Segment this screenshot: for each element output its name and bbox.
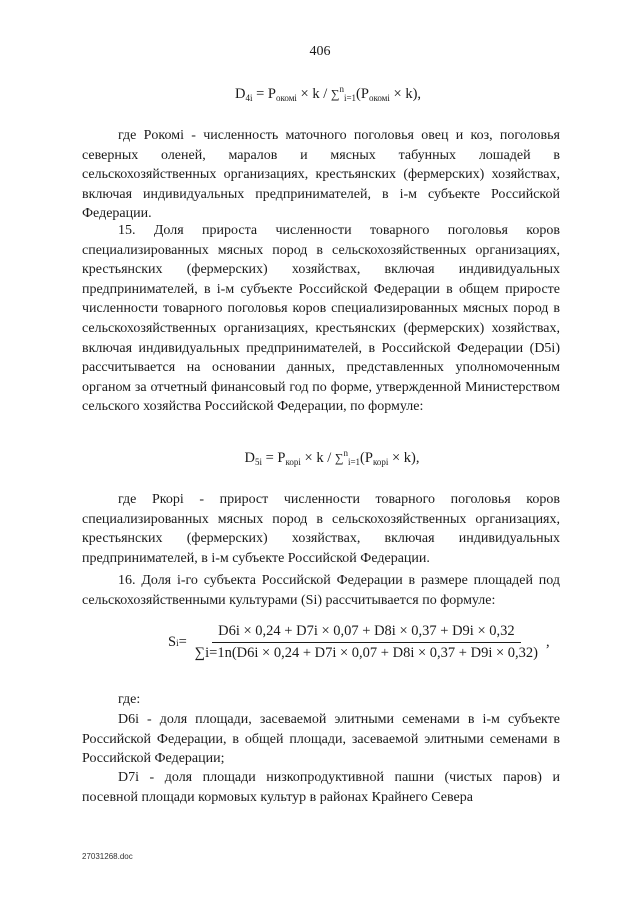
formula-text: × k), — [389, 85, 422, 102]
paragraph-definition-pokomi: где Pокомi - численность маточного поголовья овец и коз, поголовья северных оленей, маралов и мясных табунных лошадей в сельскохозяйственных организациях, крестьянских (фермерских) хозяйствах, включая индивидуальных предпринимателей, в i-м субъекте Российской Федерации. — [82, 128, 560, 222]
formula-text: = — [178, 634, 187, 650]
sum-symbol: ∑ — [334, 450, 344, 465]
sum-lower-limit: i=1 — [347, 456, 361, 467]
formula-d4i — [8, 84, 640, 103]
sum-upper-limit: n — [339, 84, 344, 94]
formula-subscript: 4i — [245, 92, 253, 103]
formula-symbol: S — [168, 634, 177, 650]
paragraph-item-16: 16. Доля i-го субъекта Российской Федерации в размере площадей под сельскохозяйственными культурами (Si) рассчитывается по формуле: — [82, 573, 560, 608]
formula-d5i — [12, 448, 640, 467]
formula-symbol: D — [234, 85, 246, 102]
formula-text: , — [545, 634, 550, 650]
paragraph-definition-d7i: D7i - доля площади низкопродуктивной пашни (чистых паров) и посевной площади кормовых культур в районах Крайнего Севера — [82, 770, 560, 805]
formula-symbol: D — [244, 449, 255, 466]
page-number: 406 — [309, 44, 331, 59]
formula-text: = P — [262, 449, 286, 466]
formula-subscript: i — [176, 637, 179, 648]
footer-filename: 27031268.doc — [82, 852, 133, 861]
formula-text: (P — [360, 449, 373, 466]
fraction-numerator: D6i × 0,24 + D7i × 0,07 + D8i × 0,37 + D9i × 0,32 — [212, 623, 521, 643]
formula-subscript: окомi — [275, 92, 297, 103]
formula-text: × k / — [296, 85, 331, 102]
sum-symbol: ∑ — [330, 86, 340, 101]
formula-text: × k), — [388, 449, 420, 466]
formula-text: (P — [356, 85, 369, 102]
formula-si — [168, 623, 550, 662]
formula-text: = P — [252, 85, 276, 102]
paragraph-where: где: — [118, 692, 141, 707]
formula-subscript: окомi — [368, 92, 390, 103]
formula-text: × k / — [300, 449, 335, 466]
fraction-denominator: ∑i=1n(D6i × 0,24 + D7i × 0,07 + D8i × 0,37 + D9i × 0,32) — [194, 645, 538, 661]
formula-subscript: корi — [285, 456, 301, 467]
formula-fraction — [191, 623, 542, 662]
paragraph-definition-d6i: D6i - доля площади, засеваемой элитными семенами в i-м субъекте Российской Федерации, в общей площади, засеваемой элитными семенами в Российской Федерации; — [82, 712, 560, 767]
sum-lower-limit: i=1 — [343, 92, 357, 103]
formula-subscript: корi — [372, 456, 389, 467]
formula-subscript: 5i — [254, 456, 262, 467]
paragraph-item-15: 15. Доля прироста численности товарного поголовья коров специализированных мясных пород в сельскохозяйственных организациях, крестьянских (фермерских) хозяйствах, включая индивидуальных предпринимателей, в i-м субъекте Российской Федерации в общем приросте численности товарного поголовья коров специализированных мясных пород в сельскохозяйственных организациях, крестьянских (фермерских) хозяйствах, включая индивидуальных предпринимателей, в Российской Федерации (D5i) рассчитывается на основании данных, представленных уполномоченным органом за отчетный финансовый год по форме, утвержденной Министерством сельского хозяйства Российской Федерации, по формуле: — [82, 223, 560, 415]
paragraph-definition-pkori: где Pкорi - прирост численности товарного поголовья коров специализированных мясных пород в сельскохозяйственных организациях, крестьянских (фермерских) хозяйствах, включая индивидуальных предпринимателей, в i-м субъекте Российской Федерации. — [82, 492, 560, 566]
sum-upper-limit: n — [343, 448, 348, 458]
